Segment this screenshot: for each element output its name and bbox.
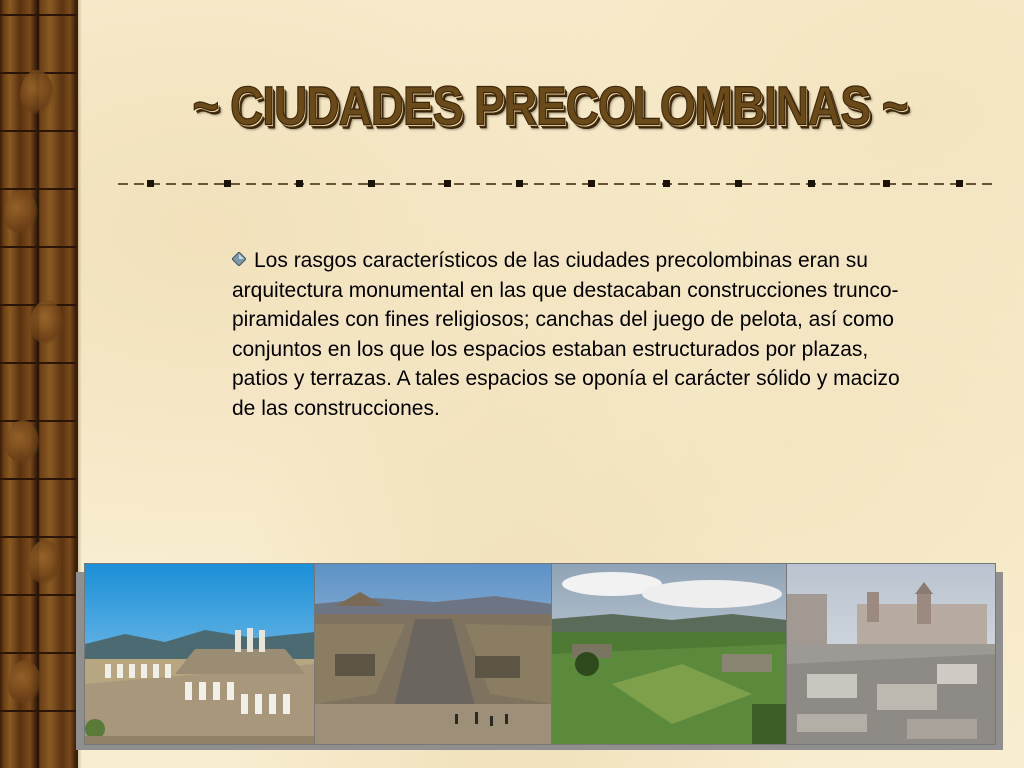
leaf-pattern-icon: [30, 300, 64, 344]
leaf-pattern-icon: [20, 70, 54, 114]
leaf-pattern-icon: [8, 660, 42, 704]
border-divider-line: [37, 0, 39, 768]
slide-title: ~ CIUDADES PRECOLOMBINAS ~: [192, 75, 908, 137]
diamond-bullet-icon: [232, 252, 246, 266]
photo-templo-mayor: [786, 563, 996, 745]
ornamental-divider: [118, 178, 993, 190]
leaf-pattern-icon: [4, 190, 38, 234]
photo-tula-atlantes: [84, 563, 316, 745]
leaf-pattern-icon: [6, 420, 40, 464]
slide-body: [232, 246, 912, 423]
decorative-left-border: [0, 0, 78, 768]
photo-monte-alban: [551, 563, 788, 745]
body-paragraph: Los rasgos característicos de las ciudades precolombinas eran su arquitectura monumental en las que destacaban construcciones trunco-piramidales con fines religiosos; canchas del juego de pelota, así como conjuntos en los que los espacios estaban estructurados por plazas, patios y terrazas. A tales espacios se oponía el carácter sólido y macizo de las construcciones.: [232, 249, 900, 420]
photo-teotihuacan-avenue: [314, 563, 553, 745]
leaf-pattern-icon: [28, 540, 62, 584]
